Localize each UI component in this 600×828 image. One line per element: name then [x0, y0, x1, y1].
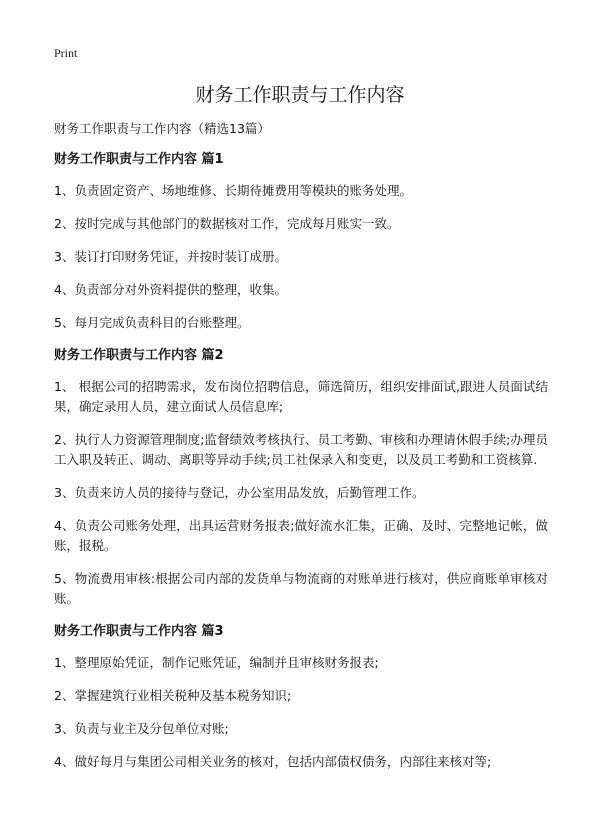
list-item: 2、执行人力资源管理制度;监督绩效考核执行、员工考勤、审核和办理请休假手续;办理员工入职及转正、调动、离职等异动手续;员工社保录入和变更，以及员工考勤和工资核算.: [54, 432, 548, 467]
list-item: 3、负责与业主及分包单位对账;: [54, 721, 229, 736]
list-item: 5、物流费用审核:根据公司内部的发货单与物流商的对账单进行核对，供应商账单审核对账。: [54, 571, 548, 606]
print-link[interactable]: Print: [54, 46, 78, 60]
section-heading: 财务工作职责与工作内容 篇2: [54, 348, 224, 363]
list-item: 4、做好每月与集团公司相关业务的核对，包括内部债权债务，内部往来核对等;: [54, 754, 492, 769]
section-heading: 财务工作职责与工作内容 篇3: [54, 624, 224, 639]
document-subtitle: 财务工作职责与工作内容（精选13篇）: [54, 121, 270, 136]
document-title: 财务工作职责与工作内容: [195, 84, 405, 106]
list-item: 3、负责来访人员的接待与登记，办公室用品发放，后勤管理工作。: [54, 485, 425, 500]
list-item: 1、负责固定资产、场地维修、长期待摊费用等模块的账务处理。: [54, 183, 412, 198]
list-item: 5、每月完成负责科目的台账整理。: [54, 315, 250, 330]
section-heading: 财务工作职责与工作内容 篇1: [54, 152, 224, 167]
list-item: 1、 根据公司的招聘需求，发布岗位招聘信息，筛选简历，组织安排面试,跟进人员面试结果，确定录用人员，建立面试人员信息库;: [54, 379, 548, 414]
document-body: [54, 119, 548, 785]
list-item: 2、掌握建筑行业相关税种及基本税务知识;: [54, 688, 292, 703]
list-item: 4、负责部分对外资料提供的整理，收集。: [54, 282, 287, 297]
list-item: 3、装订打印财务凭证，并按时装订成册。: [54, 249, 287, 264]
list-item: 1、整理原始凭证，制作记账凭证，编制并且审核财务报表;: [54, 655, 379, 670]
list-item: 4、负责公司账务处理，出具运营财务报表;做好流水汇集，正确、及时、完整地记帐，做账，报税。: [54, 518, 548, 553]
list-item: 2、按时完成与其他部门的数据核对工作，完成每月账实一致。: [54, 216, 400, 231]
